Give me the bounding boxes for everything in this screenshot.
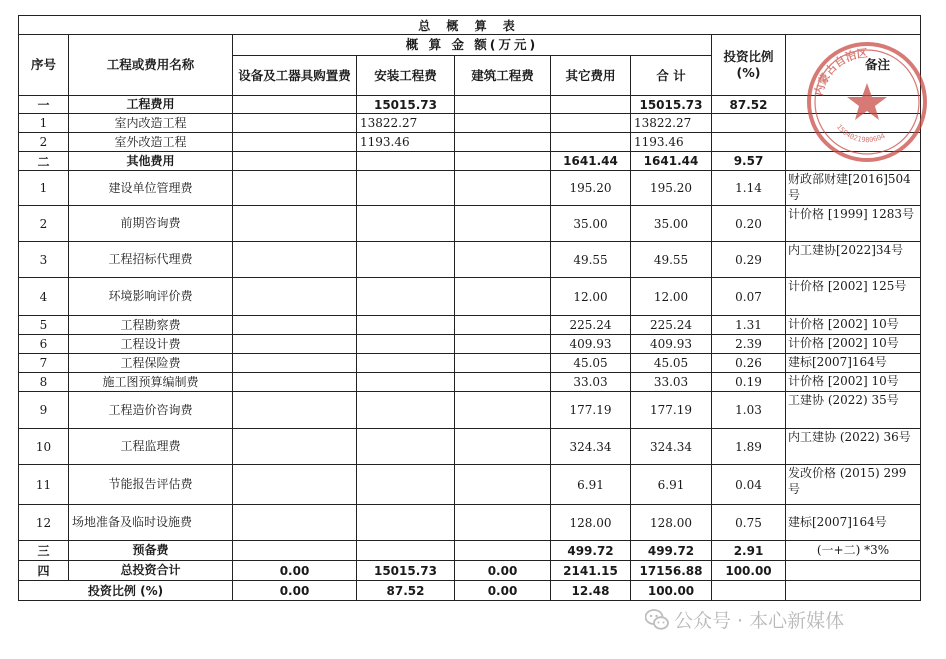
cell-seq: 4	[19, 278, 69, 316]
seal-outer-text: 内蒙古自治区	[812, 46, 869, 98]
ratio-cell-equipment: 0.00	[233, 581, 357, 601]
cell-ratio: 1.14	[712, 171, 786, 206]
cell-other: 324.34	[551, 429, 631, 465]
cell-name: 工程造价咨询费	[69, 392, 233, 429]
cell-install	[357, 335, 455, 354]
cell-other	[551, 114, 631, 133]
header-note: 备注	[786, 35, 921, 96]
cell-construction: 0.00	[455, 561, 551, 581]
cell-install	[357, 316, 455, 335]
cell-install	[357, 373, 455, 392]
header-construction: 建筑工程费	[455, 56, 551, 96]
cell-other	[551, 133, 631, 152]
cell-seq: 三	[19, 541, 69, 561]
cell-note: 财政部财建[2016]504号	[786, 171, 921, 206]
cell-construction	[455, 465, 551, 505]
cell-install	[357, 354, 455, 373]
cell-other: 225.24	[551, 316, 631, 335]
cell-total: 499.72	[631, 541, 712, 561]
header-seq: 序号	[19, 35, 69, 96]
cell-name: 施工图预算编制费	[69, 373, 233, 392]
cell-name: 节能报告评估费	[69, 465, 233, 505]
cell-note	[786, 152, 921, 171]
cell-note: 计价格 [2002] 10号	[786, 335, 921, 354]
ratio-cell-empty	[712, 581, 786, 601]
cell-total: 49.55	[631, 242, 712, 278]
cell-note: 计价格 [2002] 10号	[786, 316, 921, 335]
cell-total: 195.20	[631, 171, 712, 206]
cell-name: 预备费	[69, 541, 233, 561]
cell-install: 13822.27	[357, 114, 455, 133]
cell-ratio: 0.04	[712, 465, 786, 505]
cell-seq: 2	[19, 133, 69, 152]
cell-equipment	[233, 206, 357, 242]
cell-seq: 3	[19, 242, 69, 278]
cell-equipment	[233, 335, 357, 354]
cell-seq: 四	[19, 561, 69, 581]
cell-note: 建标[2007]164号	[786, 505, 921, 541]
cell-total: 15015.73	[631, 96, 712, 114]
cell-ratio: 2.39	[712, 335, 786, 354]
header-total: 合 计	[631, 56, 712, 96]
ratio-cell-total: 100.00	[631, 581, 712, 601]
cell-install	[357, 465, 455, 505]
header-install: 安装工程费	[357, 56, 455, 96]
cell-seq: 10	[19, 429, 69, 465]
cell-equipment	[233, 316, 357, 335]
cell-ratio	[712, 114, 786, 133]
table-row	[19, 505, 921, 541]
table-row-ratio	[19, 581, 921, 601]
cell-construction	[455, 152, 551, 171]
header-other: 其它费用	[551, 56, 631, 96]
cell-ratio: 1.03	[712, 392, 786, 429]
cell-name: 工程保险费	[69, 354, 233, 373]
table-row	[19, 392, 921, 429]
cell-equipment	[233, 392, 357, 429]
table-row	[19, 561, 921, 581]
cell-note	[786, 133, 921, 152]
cell-seq: 一	[19, 96, 69, 114]
cell-ratio: 87.52	[712, 96, 786, 114]
table-row	[19, 316, 921, 335]
table-row	[19, 96, 921, 114]
cell-total: 33.03	[631, 373, 712, 392]
cell-seq: 7	[19, 354, 69, 373]
table-row	[19, 206, 921, 242]
header-equipment: 设备及工器具购置费	[233, 56, 357, 96]
cell-install	[357, 505, 455, 541]
header-name: 工程或费用名称	[69, 35, 233, 96]
cell-seq: 1	[19, 114, 69, 133]
cell-install	[357, 278, 455, 316]
cell-note: 建标[2007]164号	[786, 354, 921, 373]
cell-seq: 12	[19, 505, 69, 541]
cell-seq: 5	[19, 316, 69, 335]
cell-ratio: 0.20	[712, 206, 786, 242]
estimate-table	[18, 15, 921, 601]
cell-install: 15015.73	[357, 561, 455, 581]
cell-equipment	[233, 114, 357, 133]
cell-construction	[455, 114, 551, 133]
cell-install	[357, 206, 455, 242]
cell-name: 工程监理费	[69, 429, 233, 465]
cell-note	[786, 96, 921, 114]
cell-construction	[455, 354, 551, 373]
cell-construction	[455, 171, 551, 206]
cell-name: 其他费用	[69, 152, 233, 171]
cell-seq: 8	[19, 373, 69, 392]
cell-total: 324.34	[631, 429, 712, 465]
cell-equipment	[233, 373, 357, 392]
cell-construction	[455, 392, 551, 429]
cell-ratio: 0.29	[712, 242, 786, 278]
cell-seq: 2	[19, 206, 69, 242]
cell-other: 177.19	[551, 392, 631, 429]
cell-equipment	[233, 152, 357, 171]
cell-construction	[455, 96, 551, 114]
cell-total: 45.05	[631, 354, 712, 373]
table-row	[19, 171, 921, 206]
cell-name: 场地准备及临时设施费	[69, 505, 233, 541]
table-row	[19, 465, 921, 505]
seal-serial: 1504021980604	[834, 122, 887, 145]
cell-install	[357, 171, 455, 206]
cell-note: 计价格 [2002] 10号	[786, 373, 921, 392]
header-amount-group: 概 算 金 额(万元)	[233, 35, 712, 56]
cell-equipment: 0.00	[233, 561, 357, 581]
cell-construction	[455, 316, 551, 335]
cell-total: 409.93	[631, 335, 712, 354]
cell-other: 12.00	[551, 278, 631, 316]
cell-seq: 9	[19, 392, 69, 429]
cell-install: 1193.46	[357, 133, 455, 152]
cell-install	[357, 152, 455, 171]
cell-ratio: 9.57	[712, 152, 786, 171]
cell-other: 2141.15	[551, 561, 631, 581]
cell-construction	[455, 206, 551, 242]
cell-ratio: 2.91	[712, 541, 786, 561]
cell-ratio	[712, 133, 786, 152]
cell-ratio: 1.31	[712, 316, 786, 335]
cell-other: 49.55	[551, 242, 631, 278]
cell-ratio: 0.07	[712, 278, 786, 316]
cell-install	[357, 429, 455, 465]
cell-other: 499.72	[551, 541, 631, 561]
cell-total: 17156.88	[631, 561, 712, 581]
table-row	[19, 354, 921, 373]
cell-total: 12.00	[631, 278, 712, 316]
cell-equipment	[233, 541, 357, 561]
cell-construction	[455, 541, 551, 561]
cell-total: 1193.46	[631, 133, 712, 152]
cell-equipment	[233, 133, 357, 152]
table-row	[19, 242, 921, 278]
table-row	[19, 114, 921, 133]
cell-note: 工建协 (2022) 35号	[786, 392, 921, 429]
ratio-row-label: 投资比例 (%)	[19, 581, 233, 601]
cell-other: 45.05	[551, 354, 631, 373]
cell-note: 发改价格 (2015) 299 号	[786, 465, 921, 505]
cell-name: 前期咨询费	[69, 206, 233, 242]
cell-note: 计价格 [1999] 1283号	[786, 206, 921, 242]
cell-other: 195.20	[551, 171, 631, 206]
cell-seq: 1	[19, 171, 69, 206]
cell-total: 128.00	[631, 505, 712, 541]
cell-install	[357, 392, 455, 429]
cell-seq: 6	[19, 335, 69, 354]
watermark-text: 公众号 · 本心新媒体	[674, 610, 845, 632]
table-title: 总 概 算 表	[19, 16, 921, 35]
table-row	[19, 278, 921, 316]
cell-seq: 二	[19, 152, 69, 171]
table-row	[19, 373, 921, 392]
cell-total: 13822.27	[631, 114, 712, 133]
cell-name: 环境影响评价费	[69, 278, 233, 316]
cell-name: 室外改造工程	[69, 133, 233, 152]
cell-total: 225.24	[631, 316, 712, 335]
cell-ratio: 1.89	[712, 429, 786, 465]
cell-install	[357, 242, 455, 278]
cell-ratio: 0.19	[712, 373, 786, 392]
cell-equipment	[233, 505, 357, 541]
cell-equipment	[233, 429, 357, 465]
cell-ratio: 0.26	[712, 354, 786, 373]
cell-total: 35.00	[631, 206, 712, 242]
cell-install: 15015.73	[357, 96, 455, 114]
cell-construction	[455, 373, 551, 392]
cell-equipment	[233, 278, 357, 316]
header-ratio: 投资比例(%)	[712, 35, 786, 96]
cell-construction	[455, 133, 551, 152]
cell-name: 工程招标代理费	[69, 242, 233, 278]
cell-other: 1641.44	[551, 152, 631, 171]
cell-equipment	[233, 96, 357, 114]
cell-total: 6.91	[631, 465, 712, 505]
cell-other	[551, 96, 631, 114]
cell-seq: 11	[19, 465, 69, 505]
ratio-cell-construction: 0.00	[455, 581, 551, 601]
cell-note: (一+二) *3%	[786, 541, 921, 561]
cell-construction	[455, 242, 551, 278]
cell-equipment	[233, 465, 357, 505]
cell-name: 建设单位管理费	[69, 171, 233, 206]
cell-name: 总投资合计	[69, 561, 233, 581]
table-row	[19, 541, 921, 561]
cell-construction	[455, 278, 551, 316]
cell-other: 409.93	[551, 335, 631, 354]
cell-other: 35.00	[551, 206, 631, 242]
table-row	[19, 133, 921, 152]
cell-total: 177.19	[631, 392, 712, 429]
cell-total: 1641.44	[631, 152, 712, 171]
cell-note	[786, 114, 921, 133]
ratio-cell-empty	[786, 581, 921, 601]
cell-other: 128.00	[551, 505, 631, 541]
cell-other: 33.03	[551, 373, 631, 392]
cell-install	[357, 541, 455, 561]
cell-name: 工程勘察费	[69, 316, 233, 335]
cell-ratio: 0.75	[712, 505, 786, 541]
ratio-cell-install: 87.52	[357, 581, 455, 601]
cell-ratio: 100.00	[712, 561, 786, 581]
cell-other: 6.91	[551, 465, 631, 505]
cell-note: 计价格 [2002] 125号	[786, 278, 921, 316]
cell-construction	[455, 429, 551, 465]
ratio-cell-other: 12.48	[551, 581, 631, 601]
cell-name: 工程设计费	[69, 335, 233, 354]
estimate-document	[18, 15, 920, 651]
table-row	[19, 152, 921, 171]
cell-name: 工程费用	[69, 96, 233, 114]
cell-equipment	[233, 354, 357, 373]
cell-construction	[455, 505, 551, 541]
cell-note	[786, 561, 921, 581]
cell-equipment	[233, 171, 357, 206]
table-row	[19, 429, 921, 465]
cell-name: 室内改造工程	[69, 114, 233, 133]
table-row	[19, 335, 921, 354]
cell-note: 内工建协 (2022) 36号	[786, 429, 921, 465]
cell-construction	[455, 335, 551, 354]
cell-equipment	[233, 242, 357, 278]
cell-note: 内工建协[2022]34号	[786, 242, 921, 278]
